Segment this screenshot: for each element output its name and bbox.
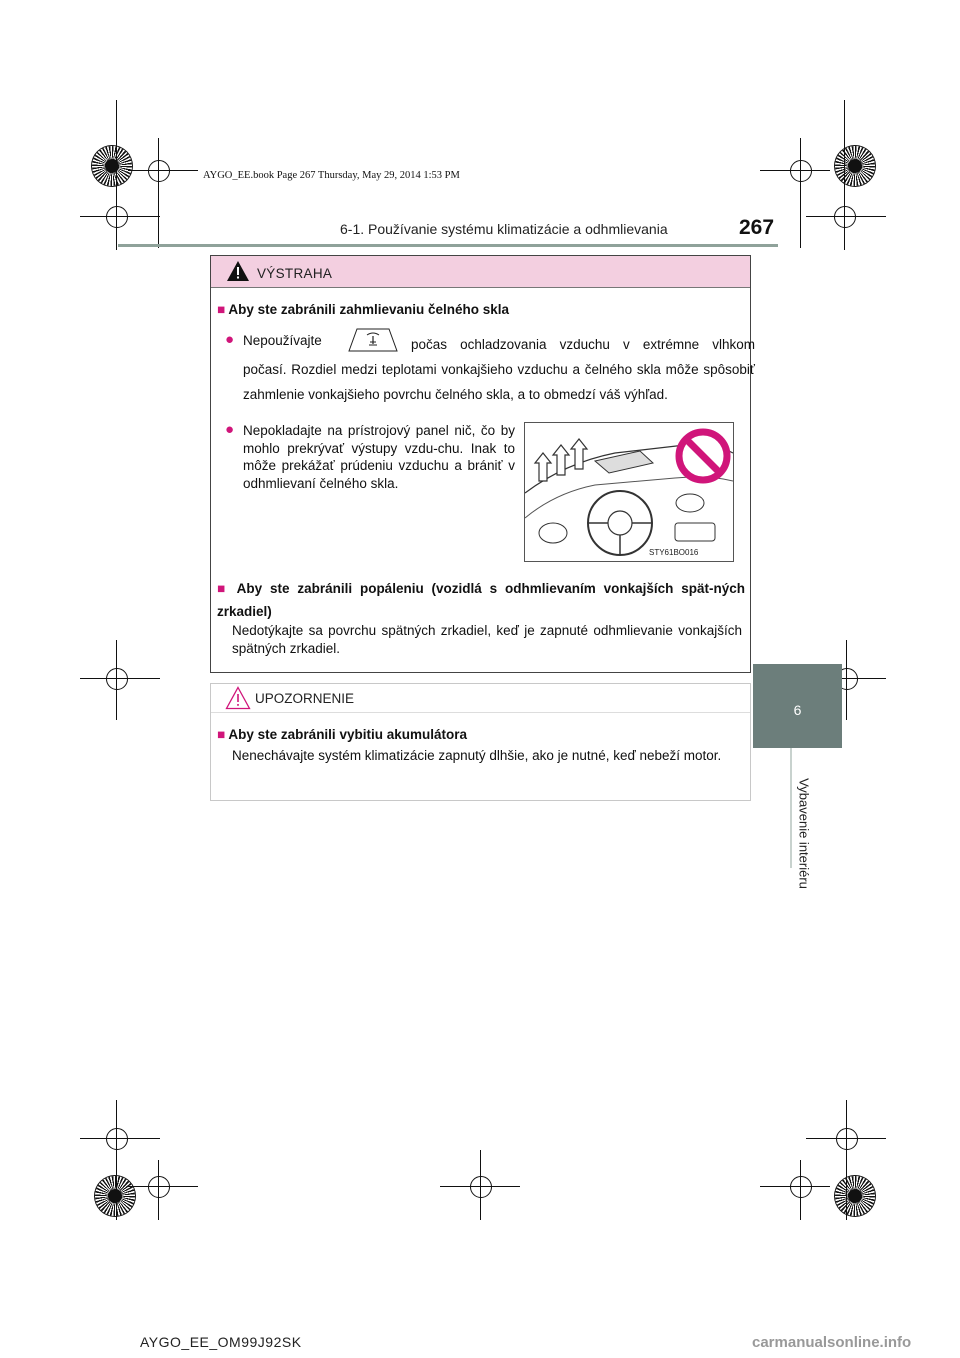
crosshair-icon	[834, 206, 856, 228]
warning-box	[210, 255, 755, 673]
square-bullet-icon: ■	[217, 727, 226, 742]
registration-radial-icon	[835, 1176, 875, 1216]
warning-header	[211, 256, 750, 288]
warning-title: VÝSTRAHA	[257, 266, 333, 281]
crosshair-icon	[836, 1128, 858, 1150]
warning-bullet2-text: Nepokladajte na prístrojový panel nič, čo by mohlo prekrývať výstupy vzdu-chu. Inak to môže prekážať prúdeniu vzduchu a brániť v odhmlievaní čelného skla.	[243, 423, 515, 491]
crosshair-icon	[470, 1176, 492, 1198]
registration-radial-icon	[95, 1176, 135, 1216]
caution-box	[210, 683, 751, 801]
figure-code: STY61BO016	[649, 548, 699, 557]
document-code: AYGO_EE_OM99J92SK	[140, 1334, 302, 1350]
warning-triangle-icon	[226, 260, 250, 282]
chapter-label: Vybavenie interiéru	[796, 778, 812, 889]
square-bullet-icon: ■	[217, 302, 226, 317]
dashboard-drawing	[525, 423, 733, 561]
registration-radial-icon	[835, 146, 875, 186]
caution-text: Nenechávajte systém klimatizácie zapnutý dlhšie, ako je nutné, keď nebeží motor.	[232, 748, 722, 763]
crosshair-icon	[148, 160, 170, 182]
crosshair-icon	[790, 1176, 812, 1198]
crosshair-icon	[106, 668, 128, 690]
registration-radial-icon	[92, 146, 132, 186]
caution-header	[211, 684, 750, 713]
watermark: carmanualsonline.info	[752, 1334, 912, 1351]
book-info-line: AYGO_EE.book Page 267 Thursday, May 29, 2014 1:53 PM	[203, 170, 460, 181]
caution-title: UPOZORNENIE	[255, 691, 355, 706]
warning-bullet1-text: počas ochladzovania vzduchu v extrémne vlhkom počasí. Rozdiel medzi teplotami vonkajšieho vzduchu a čelného skla môže spôsobiť zahmlenie vonkajšieho povrchu čelného skla, a to obmedzí váš výhľad.	[243, 337, 755, 402]
chapter-number: 6	[793, 702, 802, 718]
square-bullet-icon: ■	[217, 581, 230, 596]
warning-section1-heading: ■ Aby ste zabránili zahmlievaniu čelného skla	[217, 302, 510, 317]
crosshair-icon	[790, 160, 812, 182]
crosshair-icon	[106, 206, 128, 228]
circle-bullet-icon: ●	[225, 331, 235, 348]
section-title: 6-1. Používanie systému klimatizácie a odhmlievania	[340, 221, 668, 237]
page-number: 267	[739, 216, 775, 239]
crosshair-icon	[106, 1128, 128, 1150]
warning-section2-heading: ■ Aby ste zabránili popáleniu (vozidlá s odhmlievaním vonkajších spät-ných zrkadiel)	[217, 581, 746, 619]
crosshair-icon	[148, 1176, 170, 1198]
dashboard-illustration	[524, 422, 734, 562]
caution-triangle-icon	[225, 686, 251, 710]
chapter-tab-rule	[790, 748, 792, 868]
circle-bullet-icon: ●	[225, 421, 235, 438]
caution-heading: ■ Aby ste zabránili vybitiu akumulátora	[217, 727, 467, 742]
warning-bullet1-lead: Nepoužívajte	[243, 333, 322, 348]
header-rule	[118, 244, 778, 247]
warning-section2-text: Nedotýkajte sa povrchu spätných zrkadiel, keď je zapnuté odhmlievanie vonkajších spätných zrkadiel.	[232, 623, 742, 656]
